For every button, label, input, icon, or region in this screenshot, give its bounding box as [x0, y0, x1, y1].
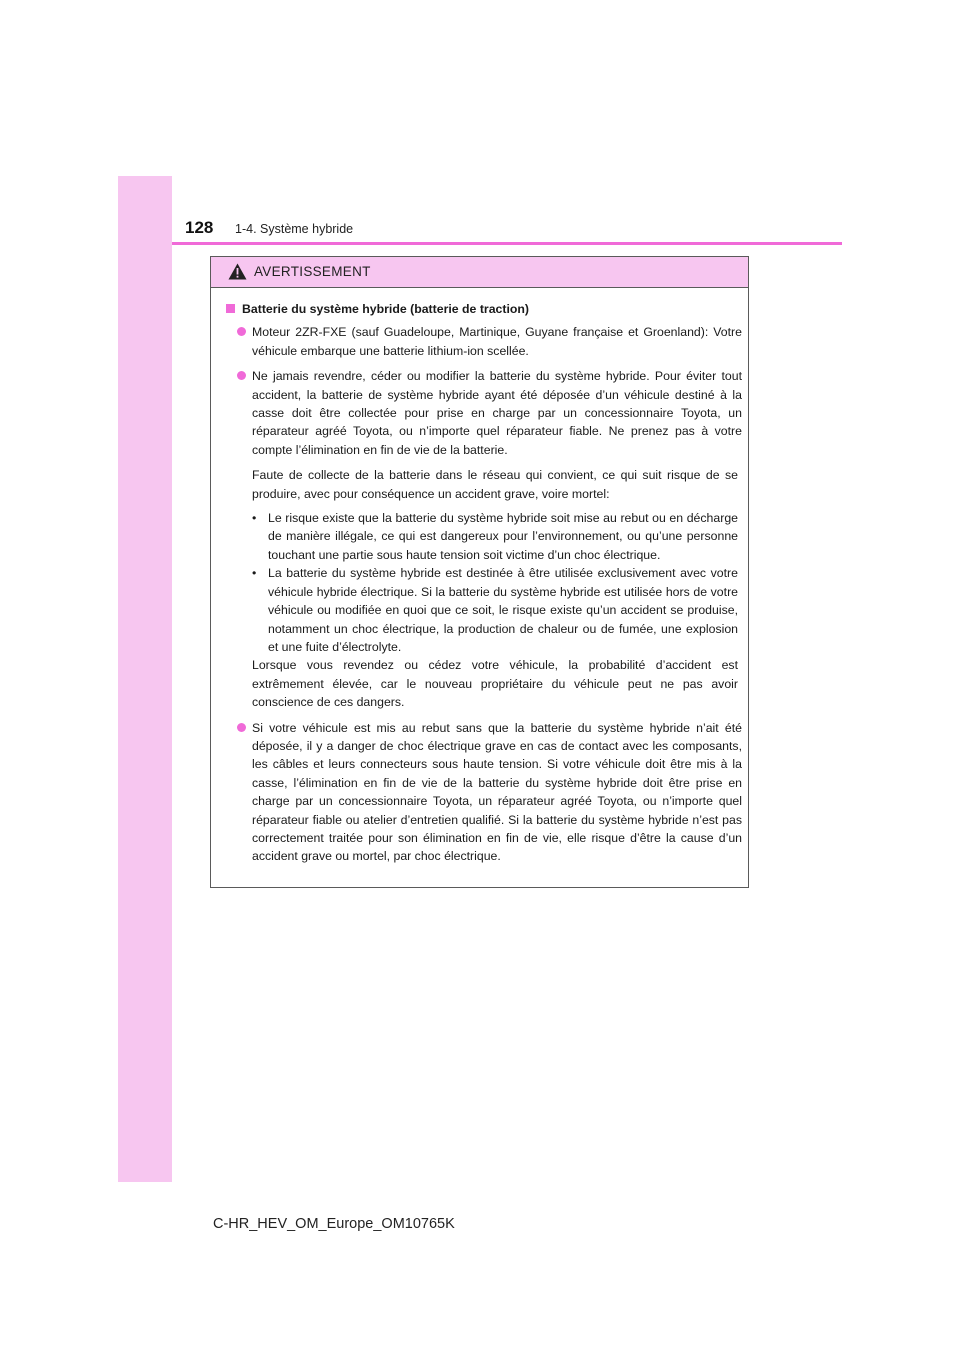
circle-bullet-icon [237, 723, 246, 732]
warning-body [211, 288, 748, 866]
warning-paragraph-1: Faute de collecte de la batterie dans le réseau qui convient, ce qui suit risque de se produire, avec pour conséquence un accident grave, voire mortel: [252, 468, 738, 501]
warning-box [210, 256, 749, 888]
header-rule [172, 242, 842, 245]
square-bullet-icon [226, 304, 235, 313]
warning-bullet-1-text: Le risque existe que la batterie du système hybride soit mise au rebut ou en décharge de manière illégale, ce qui est dangereux pour l’environnement, ou qu’une personne touchant une partie sous haute tension soit victime d’un choc électrique. [268, 511, 738, 562]
page-number: 128 [185, 218, 214, 237]
warning-bullet-2-text: La batterie du système hybride est destinée à être utilisée exclusivement avec votre véhicule hybride électrique. Si la batterie du système hybride est utilisée hors de votre véhicule ou modifiée en quoi que ce soit, le risque existe qu’un accident se produise, notamment un choc électrique, la production de chaleur ou de fumée, une explosion et une fuite d’électrolyte. [268, 566, 738, 654]
circle-bullet-icon [237, 371, 246, 380]
warning-item-3 [221, 719, 742, 866]
warning-item-3-text: Si votre véhicule est mis au rebut sans que la batterie du système hybride n’ait été déposée, il y a danger de choc électrique grave en cas de contact avec les composants, les câbles et leurs connecteurs sous haute tension. Si votre véhicule doit être mis à la casse, l’élimination en fin de vie de la batterie du système hybride doit être prise en charge par un concessionnaire Toyota, un réparateur agréé Toyota, ou n’importe quel réparateur fiable ou atelier d’entretien qualifié. Si la batterie du système hybride n’est pas correctement traitée pour son élimination en fin de vie, elle risque d’être la cause d’un accident grave ou mortel, par choc électrique. [252, 720, 742, 864]
side-tab [118, 176, 172, 1182]
warning-heading [221, 300, 742, 318]
warning-triangle-icon [228, 263, 247, 280]
warning-heading-text: Batterie du système hybride (batterie de traction) [242, 302, 530, 316]
warning-header [211, 257, 748, 288]
warning-paragraph-2: Lorsque vous revendez ou cédez votre véhicule, la probabilité d’accident est extrêmement élevée, car le nouveau propriétaire du véhicule peut ne pas avoir conscience de ces dangers. [252, 658, 738, 710]
small-bullet-icon: • [252, 566, 257, 581]
warning-bullet-1 [252, 509, 742, 564]
section-title: 1-4. Système hybride [235, 222, 354, 236]
warning-item-1-text: Moteur 2ZR-FXE (sauf Guadeloupe, Martinique, Guyane française et Groenland): Votre véhicule embarque une batterie lithium-ion scellée. [252, 325, 742, 358]
document-code: C-HR_HEV_OM_Europe_OM10765K [213, 1216, 455, 1232]
warning-item-2-text: Ne jamais revendre, céder ou modifier la batterie du système hybride. Pour éviter tout accident, la batterie de système hybride ayant été déposée d’un véhicule destiné à la casse doit être collectée pour prise en charge par un concessionnaire Toyota, un réparateur agréé Toyota, ou n’importe quel réparateur fiable. Ne prenez pas à votre compte l’élimination en fin de vie de la batterie. [252, 369, 742, 457]
small-bullet-icon: • [252, 511, 257, 526]
warning-title: AVERTISSEMENT [254, 264, 371, 279]
warning-item-1 [221, 323, 742, 360]
circle-bullet-icon [237, 327, 246, 336]
warning-bullet-2 [252, 564, 742, 656]
warning-item-2 [221, 367, 742, 459]
